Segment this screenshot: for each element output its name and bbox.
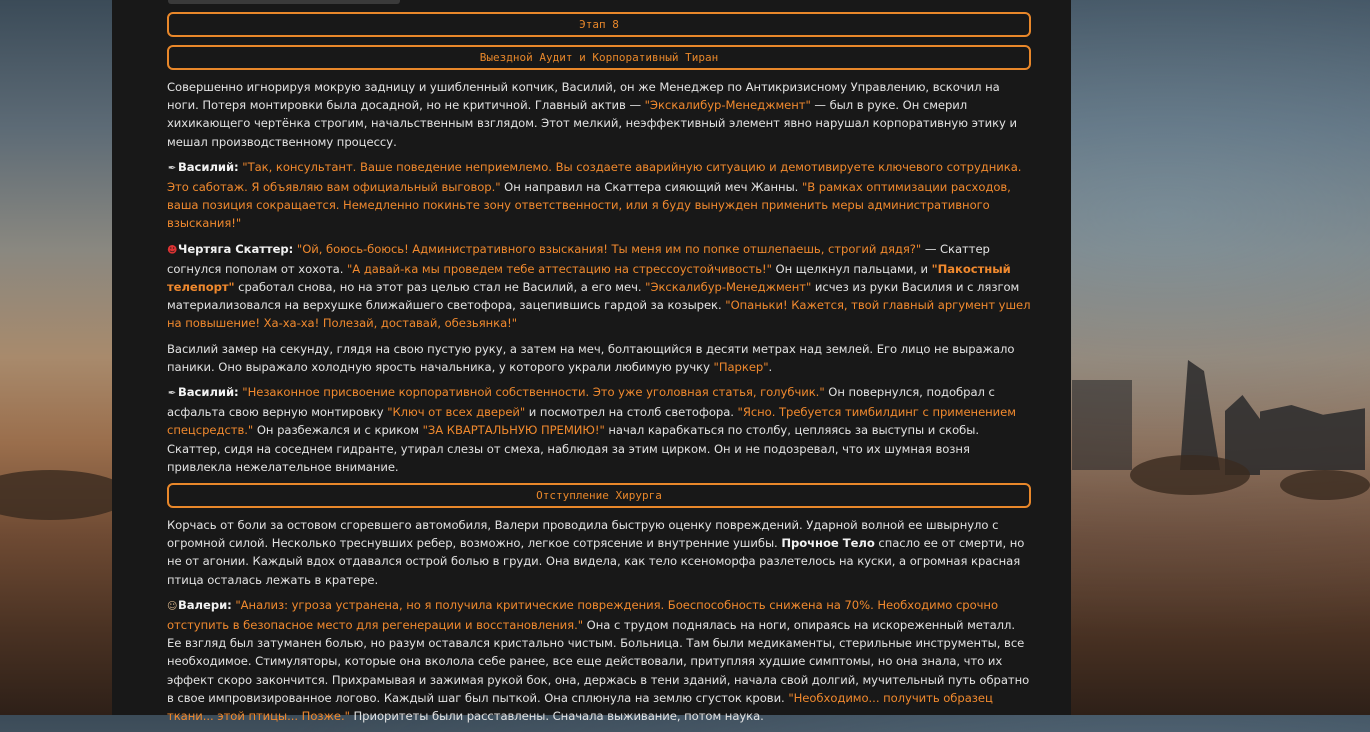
quote: "ЗА КВАРТАЛЬНУЮ ПРЕМИЮ!": [422, 423, 605, 438]
skill-name: "Пакостный телепорт": [167, 261, 1011, 295]
speaker-name: Василий:: [178, 385, 239, 400]
text: Он разбежался и с криком: [253, 423, 423, 438]
quote: "Анализ: угроза устранена, но я получила критические повреждения. Боеспособность снижена на 70%. Необходимо срочно отступить в безопасное место для регенерации и восстановления.": [167, 597, 998, 633]
text: Приоритеты были расставлены. Сначала выживание, потом наука.: [349, 709, 764, 724]
quote: "Необходимо... получить образец ткани... этой птицы... Позже.": [167, 690, 993, 724]
text: спасло ее от смерти, но не от агонии. Каждый вдох отдавался острой болью в груди. Она видела, как тело ксеноморфа разлетелось на куски, а огромная красная птица осталась лежать в кратере.: [167, 536, 1025, 587]
dune: [1130, 455, 1250, 495]
text: Совершенно игнорируя мокрую задницу и ушибленный копчик, Василий, он же Менеджер по Антикризисному Управлению, вскочил на ноги. Потеря монтировки была досадной, но не критичной. Главный актив —: [167, 80, 1000, 113]
text: Она с трудом поднялась на ноги, опираясь на искореженный металл. Ее взгляд был затуманен болью, но разум оставался кристально чистым. Больница. Там были медикаменты, стерильные инструменты, все необходимое. Стимуляторы, которые она вколола себе ранее, все еще действовали, притупляя худшие симптомы, но она знала, что их эффект скоро закончится. Прихрамывая и зажимая рукой бок, она, держась в тени зданий, начала свой долгий, мучительный путь обратно в свое импровизированное логово. Каждый шаг был пыткой. Она сплюнула на землю сгусток крови.: [167, 618, 1030, 705]
speaker-name: Василий:: [178, 159, 239, 174]
dune: [1280, 470, 1370, 500]
speaker-name: Валери:: [178, 597, 232, 612]
text: и посмотрел на столб светофора.: [525, 405, 738, 420]
quote: "Ключ от всех дверей": [387, 405, 526, 420]
story-content: [167, 12, 1031, 732]
text: Корчась от боли за остовом сгоревшего автомобиля, Валери проводила быструю оценку повреждений. Ударной волной ее швырнуло с огромной силой. Несколько треснувших ребер, возможно, легкое сотрясение и внутренние ушибы.: [167, 518, 999, 551]
ruin-block: [1072, 380, 1132, 470]
story-panel: [112, 0, 1071, 724]
text: Он повернулся, подобрал с асфальта свою верную монтировку: [167, 385, 995, 420]
text: Он щелкнул пальцами, и: [771, 261, 932, 276]
quote: "Экскалибур-Менеджмент": [645, 280, 812, 295]
doctor-icon: ☺: [167, 600, 178, 612]
quote: "Паркер": [713, 359, 769, 374]
paragraph: [167, 78, 1031, 151]
paragraph: [167, 340, 1031, 376]
trait-name: Прочное Тело: [781, 536, 875, 551]
quote: "Незаконное присвоение корпоративной собственности. Это уже уголовная статья, голубчик.": [242, 385, 825, 400]
text: сработал снова, но на этот раз целью стал не Василий, а его меч.: [234, 280, 646, 295]
dune: [0, 470, 130, 520]
paragraph: [167, 516, 1031, 589]
dialogue-vasily: [167, 383, 1031, 476]
quote: "В рамках оптимизации расходов, ваша позиция сокращается. Немедленно покиньте зону ответственности, или я буду вынужден применить меры административного взыскания!": [167, 180, 1011, 231]
text: — был в руке. Он смерил хихикающего чертёнка строгим, начальственным взглядом. Этот мелкий, неэффективный элемент явно нарушал корпоративную этику и мешал производственному процессу.: [167, 98, 1017, 149]
ruin-tower: [1180, 360, 1220, 470]
top-scrollbar-remnant: [168, 0, 400, 4]
quote: "Ой, боюсь-боюсь! Административного взыскания! Ты меня им по попке отшлепаешь, строгий дядя?": [296, 241, 922, 256]
quote: "Ясно. Требуется тимбилдинг с применением спецсредств.": [167, 405, 1016, 438]
dialogue-valeri: [167, 596, 1031, 725]
quote: "А давай-ка мы проведем тебе аттестацию на стрессоустойчивость!": [347, 261, 772, 276]
fountain-pen-icon: ✒: [167, 388, 177, 400]
dialogue-scatter: [167, 240, 1031, 333]
section-header-surgeon: Отступление Хирурга: [167, 483, 1031, 508]
quote: "Опаньки! Кажется, твой главный аргумент ушел на повышение! Ха-ха-ха! Полезай, доставай, обезьянка!": [167, 298, 1031, 331]
text: Василий замер на секунду, глядя на свою пустую руку, а затем на меч, болтающийся в десяти метрах над землей. Его лицо не выражало паники. Оно выражало холодную ярость начальника, у которого украли любимую ручку: [167, 341, 1015, 374]
text: исчез из руки Василия и с лязгом материализовался на верхушке ближайшего светофора, зацепившись гардой за козырек.: [167, 280, 1020, 313]
text: начал карабкаться по столбу, цепляясь за выступы и скобы. Скаттер, сидя на соседнем гидранте, утирал слезы от смеха, наблюдая за этим цирком. Он и не подозревал, что их шумная возня привлекла нежелательное внимание.: [167, 423, 979, 474]
quote: "Так, консультант. Ваше поведение неприемлемо. Вы создаете аварийную ситуацию и демотивируете ключевого сотрудника. Это саботаж. Я объявляю вам официальный выговор.": [167, 159, 1022, 195]
stage-header: Этап 8: [167, 12, 1031, 37]
quote: "Экскалибур-Менеджмент": [644, 98, 811, 113]
devil-face-icon: ☻: [167, 244, 178, 256]
dialogue-vasily: [167, 158, 1031, 233]
text: .: [768, 359, 773, 374]
speaker-name: Чертяга Скаттер:: [178, 241, 294, 256]
text: Он направил на Скаттера сияющий меч Жанны.: [500, 180, 802, 195]
fountain-pen-icon: ✒: [167, 162, 177, 174]
ruin-wall: [1260, 405, 1365, 470]
text: — Скаттер согнулся пополам от хохота.: [167, 241, 990, 276]
section-header-audit: Выездной Аудит и Корпоративный Тиран: [167, 45, 1031, 70]
